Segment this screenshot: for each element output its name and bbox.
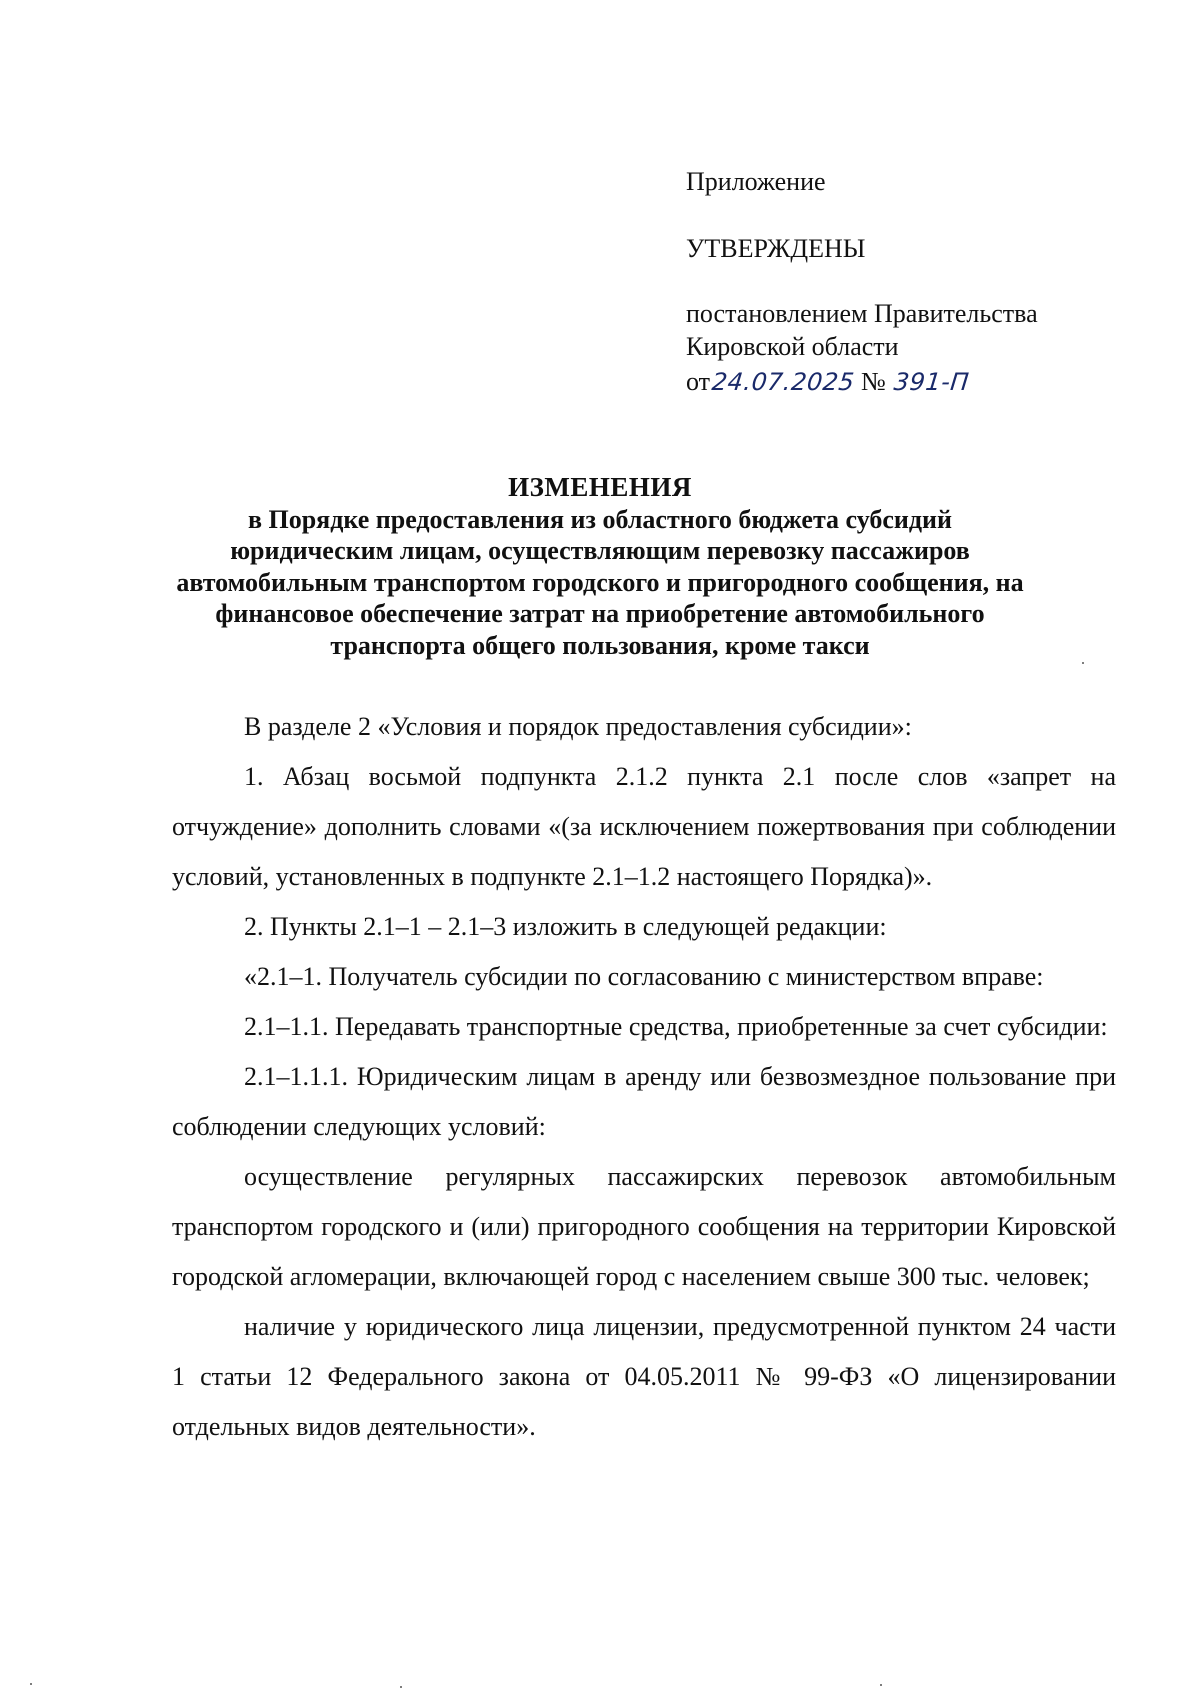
title-line-4: финансовое обеспечение затрат на приобретение автомобильного <box>215 599 985 629</box>
handwritten-date: 24.07.2025 <box>710 368 856 396</box>
appendix-label: Приложение <box>686 167 826 196</box>
paragraph: 2.1–1.1. Передавать транспортные средства, приобретенные за счет субсидии: <box>244 1012 1108 1041</box>
approved-by-line-1: постановлением Правительства <box>686 299 1038 328</box>
handwritten-number: 391-П <box>892 368 971 396</box>
number-prefix: № <box>860 367 886 396</box>
paragraph: 2. Пункты 2.1–1 – 2.1–3 изложить в следующей редакции: <box>244 912 887 941</box>
paragraph: «2.1–1. Получатель субсидии по согласованию с министерством вправе: <box>244 962 1044 991</box>
paragraph: осуществление регулярных пассажирских перевозок автомобильным транспортом городского и (или) пригородного сообщения на территории Кировской городской агломерации, включающей город с населением свыше 300 тыс. человек; <box>172 1162 1116 1291</box>
scan-speck <box>400 1686 402 1688</box>
scan-speck <box>1082 662 1084 664</box>
scan-speck <box>30 1683 32 1685</box>
paragraph: В разделе 2 «Условия и порядок предоставления субсидии»: <box>244 712 912 741</box>
scan-speck <box>880 1684 882 1686</box>
approved-by-line-2: Кировской области <box>686 332 899 361</box>
document-body <box>172 702 1116 1452</box>
title-line-2: юридическим лицам, осуществляющим перевозку пассажиров <box>230 536 970 566</box>
approved-by <box>686 297 1038 363</box>
title-line-1: в Порядке предоставления из областного бюджета субсидий <box>247 505 953 534</box>
title-line-5: транспорта общего пользования, кроме такси <box>330 630 870 660</box>
approved-label: УТВЕРЖДЕНЫ <box>686 234 866 263</box>
date-prefix: от <box>686 367 711 396</box>
paragraph: 2.1–1.1.1. Юридическим лицам в аренду или безвозмездное пользование при соблюдении следующих условий: <box>172 1062 1116 1141</box>
decree-date-number <box>686 365 969 399</box>
title-line-3: автомобильным транспортом городского и пригородного сообщения, на <box>176 567 1024 597</box>
title-heading: ИЗМЕНЕНИЯ <box>508 472 692 502</box>
paragraph: 1. Абзац восьмой подпункта 2.1.2 пункта 2.1 после слов «запрет на отчуждение» дополнить словами «(за исключением пожертвования при соблюдении условий, установленных в подпункте 2.1–1.2 настоящего Порядка)». <box>172 762 1116 891</box>
paragraph: наличие у юридического лица лицензии, предусмотренной пунктом 24 части 1 статьи 12 Федерального закона от 04.05.2011 № 99-ФЗ «О лицензировании отдельных видов деятельности». <box>172 1312 1116 1441</box>
document-title <box>170 470 1030 661</box>
